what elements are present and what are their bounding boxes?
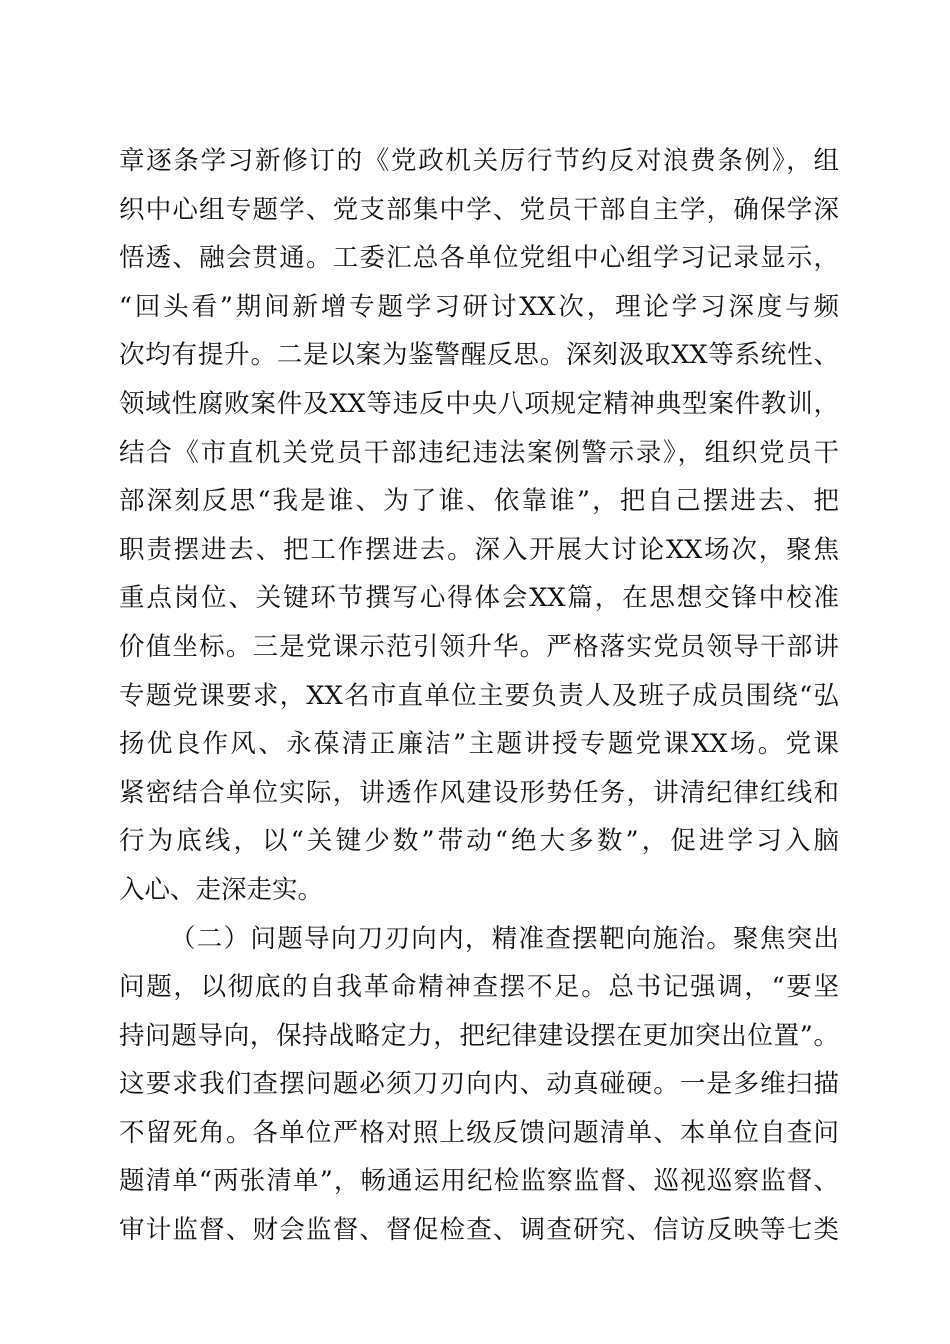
text-line: 章逐条学习新修订的《党政机关厉行节约反对浪费条例》，组 xyxy=(119,146,839,176)
text-line: 紧密结合单位实际，讲透作风建设形势任务，讲清纪律红线和 xyxy=(119,777,839,808)
document-body xyxy=(119,137,839,1255)
text-line: 次均有提升。二是以案为鉴警醒反思。深刻汲取XX等系统性、 xyxy=(119,340,839,371)
text-line: “回头看”期间新增专题学习研讨XX次，理论学习深度与频 xyxy=(119,291,839,322)
text-line: 行为底线，以“关键少数”带动“绝大多数”，促进学习入脑 xyxy=(119,826,839,857)
text-line: 悟透、融会贯通。工委汇总各单位党组中心组学习记录显示， xyxy=(119,243,839,274)
text-line: 部深刻反思“我是谁、为了谁、依靠谁”，把自己摆进去、把 xyxy=(119,486,839,517)
text-line: 这要求我们查摆问题必须刀刃向内、动真碰硬。一是多维扫描 xyxy=(119,1069,839,1100)
text-line: 入心、走深走实。 xyxy=(119,874,324,905)
text-line: 重点岗位、关键环节撰写心得体会XX篇，在思想交锋中校准 xyxy=(119,583,839,614)
text-line: 价值坐标。三是党课示范引领升华。严格落实党员领导干部讲 xyxy=(119,631,839,662)
section-heading-line: （二）问题导向刀刃向内，精准查摆靶向施治。聚焦突出 xyxy=(170,923,839,954)
paragraph-1 xyxy=(119,137,839,915)
text-line: 持问题导向，保持战略定力，把纪律建设摆在更加突出位置”。 xyxy=(119,1020,839,1051)
paragraph-2 xyxy=(119,915,839,1255)
text-line: 题清单“两张清单”，畅通运用纪检监察监督、巡视巡察监督、 xyxy=(119,1166,839,1197)
text-line: 问题，以彻底的自我革命精神查摆不足。总书记强调，“要坚 xyxy=(119,972,839,1003)
text-line: 不留死角。各单位严格对照上级反馈问题清单、本单位自查问 xyxy=(119,1117,839,1148)
text-line: 审计监督、财会监督、督促检查、调查研究、信访反映等七类 xyxy=(119,1215,839,1246)
text-line: 扬优良作风、永葆清正廉洁”主题讲授专题党课XX场。党课 xyxy=(119,729,839,760)
text-line: 职责摆进去、把工作摆进去。深入开展大讨论XX场次，聚焦 xyxy=(119,534,839,565)
text-line: 结合《市直机关党员干部违纪违法案例警示录》，组织党员干 xyxy=(119,437,839,468)
text-line: 领域性腐败案件及XX等违反中央八项规定精神典型案件教训， xyxy=(119,388,839,419)
text-line: 织中心组专题学、党支部集中学、党员干部自主学，确保学深 xyxy=(119,194,839,225)
text-line: 专题党课要求，XX名市直单位主要负责人及班子成员围绕“弘 xyxy=(119,680,839,711)
